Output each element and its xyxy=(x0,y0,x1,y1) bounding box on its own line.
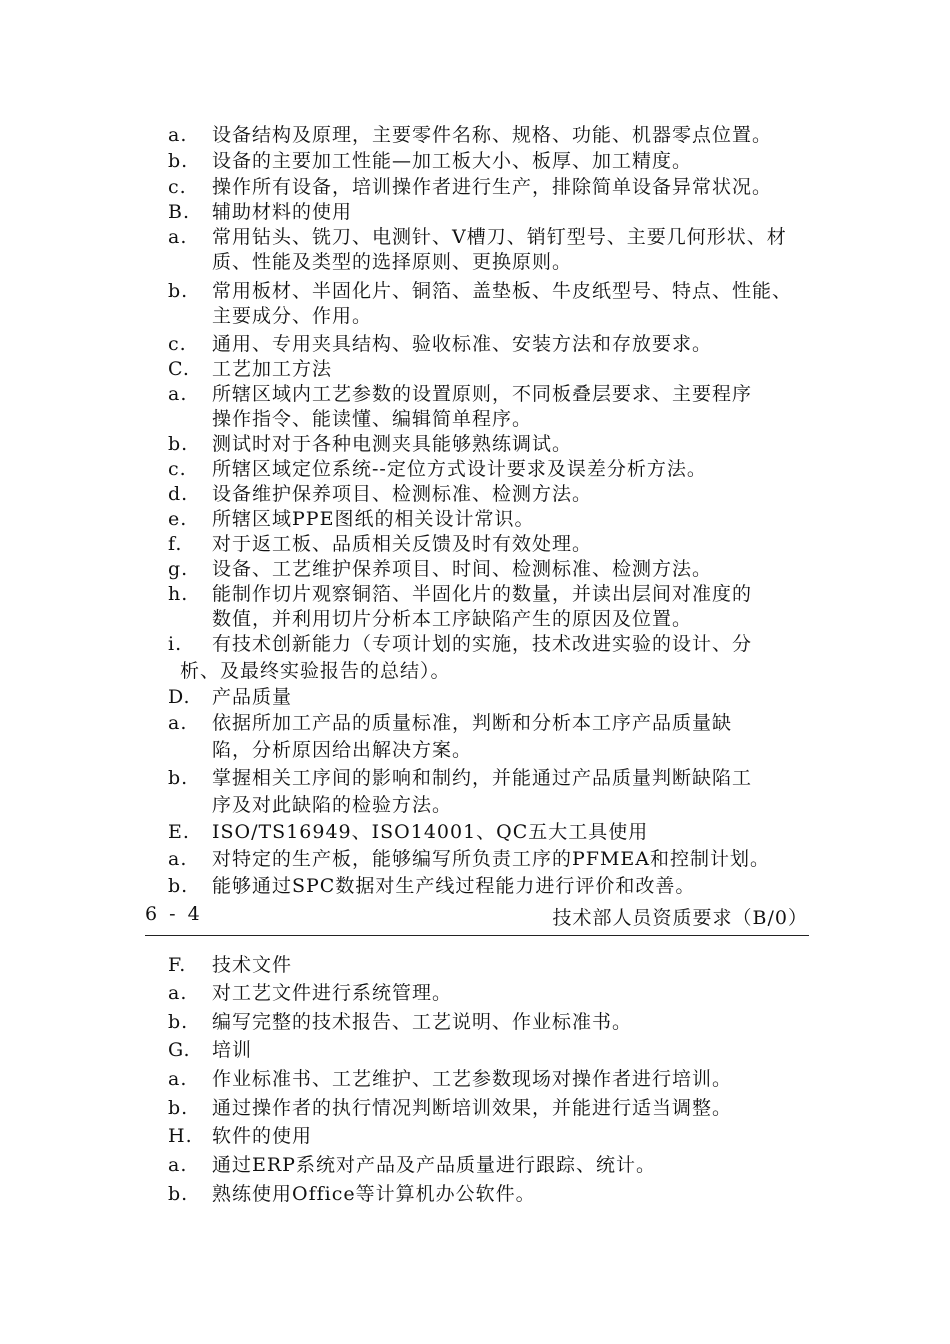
item-label: a. xyxy=(168,383,188,405)
item-text-continued: 析、及最终实验报告的总结）。 xyxy=(180,660,451,682)
item-text: 测试时对于各种电测夹具能够熟练调试。 xyxy=(212,433,573,455)
item-label: a. xyxy=(168,848,188,870)
section-heading xyxy=(168,820,828,845)
item-text: 通过ERP系统对产品及产品质量进行跟踪、统计。 xyxy=(212,1154,656,1176)
section-label: G. xyxy=(168,1039,191,1061)
item-label: f. xyxy=(168,533,183,555)
list-item xyxy=(168,457,828,482)
list-item xyxy=(168,981,828,1006)
item-text: 设备的主要加工性能—加工板大小、板厚、加工精度。 xyxy=(212,150,693,172)
section-heading xyxy=(168,685,828,710)
section-heading xyxy=(168,1124,828,1149)
page-number: 6 - 4 xyxy=(145,903,203,925)
item-label: b. xyxy=(168,1183,189,1205)
item-text: 能够通过SPC数据对生产线过程能力进行评价和改善。 xyxy=(212,875,696,897)
item-label: b. xyxy=(168,150,189,172)
item-text-continued: 操作指令、能读懂、编辑简单程序。 xyxy=(212,408,533,430)
item-label: c. xyxy=(168,333,187,355)
list-item xyxy=(168,482,828,507)
section-title: 培训 xyxy=(212,1039,253,1061)
list-item xyxy=(168,632,828,657)
item-text: 对特定的生产板，能够编写所负责工序的PFMEA和控制计划。 xyxy=(212,848,771,870)
section-label: B. xyxy=(168,201,191,223)
list-item xyxy=(168,1010,828,1035)
list-item xyxy=(168,582,828,607)
list-item xyxy=(168,149,828,174)
section-label: C. xyxy=(168,358,190,380)
list-item xyxy=(168,847,828,872)
item-label: g. xyxy=(168,558,189,580)
item-text-continued: 质、性能及类型的选择原则、更换原则。 xyxy=(212,251,573,273)
item-label: a. xyxy=(168,712,188,734)
section-label: H. xyxy=(168,1125,193,1147)
list-item xyxy=(168,711,828,736)
list-item xyxy=(168,382,828,407)
document-title: 技术部人员资质要求（B/0） xyxy=(552,907,808,929)
item-text: 熟练使用Office等计算机办公软件。 xyxy=(212,1183,536,1205)
section-title: 软件的使用 xyxy=(212,1125,313,1147)
item-label: a. xyxy=(168,982,188,1004)
item-label: b. xyxy=(168,767,189,789)
section-title: 辅助材料的使用 xyxy=(212,201,353,223)
list-item xyxy=(168,766,828,791)
item-label: e. xyxy=(168,508,188,530)
item-text: 掌握相关工序间的影响和制约，并能通过产品质量判断缺陷工 xyxy=(212,767,753,789)
item-text: 编写完整的技术报告、工艺说明、作业标准书。 xyxy=(212,1011,633,1033)
list-item xyxy=(168,432,828,457)
item-text: 作业标准书、工艺维护、工艺参数现场对操作者进行培训。 xyxy=(212,1068,733,1090)
section-heading xyxy=(168,357,828,382)
item-label: a. xyxy=(168,1154,188,1176)
item-label: a. xyxy=(168,124,188,146)
item-text: 能制作切片观察铜箔、半固化片的数量，并读出层间对准度的 xyxy=(212,583,753,605)
item-text: 常用钻头、铣刀、电测针、V槽刀、销钉型号、主要几何形状、材 xyxy=(212,226,787,248)
list-item xyxy=(168,123,828,148)
item-text-continued: 数值，并利用切片分析本工序缺陷产生的原因及位置。 xyxy=(212,608,693,630)
item-label: h. xyxy=(168,583,189,605)
item-label: i. xyxy=(168,633,183,655)
item-text: 设备结构及原理，主要零件名称、规格、功能、机器零点位置。 xyxy=(212,124,773,146)
list-item xyxy=(168,1153,828,1178)
item-text: 设备维护保养项目、检测标准、检测方法。 xyxy=(212,483,593,505)
item-label: b. xyxy=(168,1097,189,1119)
item-text: 所辖区域定位系统--定位方式设计要求及误差分析方法。 xyxy=(212,458,707,480)
item-label: b. xyxy=(168,875,189,897)
section-title: ISO/TS16949、ISO14001、QC五大工具使用 xyxy=(212,821,649,843)
list-item xyxy=(168,1067,828,1092)
item-text-continued: 陷，分析原因给出解决方案。 xyxy=(212,739,473,761)
item-label: b. xyxy=(168,433,189,455)
section-label: E. xyxy=(168,821,190,843)
list-item xyxy=(168,175,828,200)
item-label: a. xyxy=(168,1068,188,1090)
item-text: 设备、工艺维护保养项目、时间、检测标准、检测方法。 xyxy=(212,558,713,580)
item-label: b. xyxy=(168,280,189,302)
item-label: d. xyxy=(168,483,189,505)
item-text-continued: 序及对此缺陷的检验方法。 xyxy=(212,794,453,816)
section-heading xyxy=(168,953,828,978)
item-text-continued: 主要成分、作用。 xyxy=(212,305,373,327)
item-text: 依据所加工产品的质量标准，判断和分析本工序产品质量缺 xyxy=(212,712,733,734)
list-item xyxy=(168,874,828,899)
section-title: 工艺加工方法 xyxy=(212,358,333,380)
list-item xyxy=(168,1182,828,1207)
list-item xyxy=(168,279,828,304)
item-text: 通用、专用夹具结构、验收标准、安装方法和存放要求。 xyxy=(212,333,713,355)
item-label: c. xyxy=(168,176,187,198)
section-title: 技术文件 xyxy=(212,954,293,976)
item-text: 有技术创新能力（专项计划的实施，技术改进实验的设计、分 xyxy=(212,633,753,655)
section-heading xyxy=(168,1038,828,1063)
item-text: 所辖区域PPE图纸的相关设计常识。 xyxy=(212,508,535,530)
list-item xyxy=(168,225,828,250)
list-item xyxy=(168,1096,828,1121)
item-label: c. xyxy=(168,458,187,480)
section-label: F. xyxy=(168,954,187,976)
section-heading xyxy=(168,200,828,225)
list-item xyxy=(168,507,828,532)
item-text: 通过操作者的执行情况判断培训效果，并能进行适当调整。 xyxy=(212,1097,733,1119)
section-label: D. xyxy=(168,686,191,708)
item-text: 操作所有设备，培训操作者进行生产，排除简单设备异常状况。 xyxy=(212,176,773,198)
list-item xyxy=(168,557,828,582)
item-text: 对于返工板、品质相关反馈及时有效处理。 xyxy=(212,533,593,555)
item-text: 常用板材、半固化片、铜箔、盖垫板、牛皮纸型号、特点、性能、 xyxy=(212,280,793,302)
list-item xyxy=(168,532,828,557)
item-label: b. xyxy=(168,1011,189,1033)
item-label: a. xyxy=(168,226,188,248)
page-divider xyxy=(145,935,809,936)
item-text: 所辖区域内工艺参数的设置原则，不同板叠层要求、主要程序 xyxy=(212,383,753,405)
section-title: 产品质量 xyxy=(212,686,293,708)
list-item xyxy=(168,332,828,357)
item-text: 对工艺文件进行系统管理。 xyxy=(212,982,453,1004)
